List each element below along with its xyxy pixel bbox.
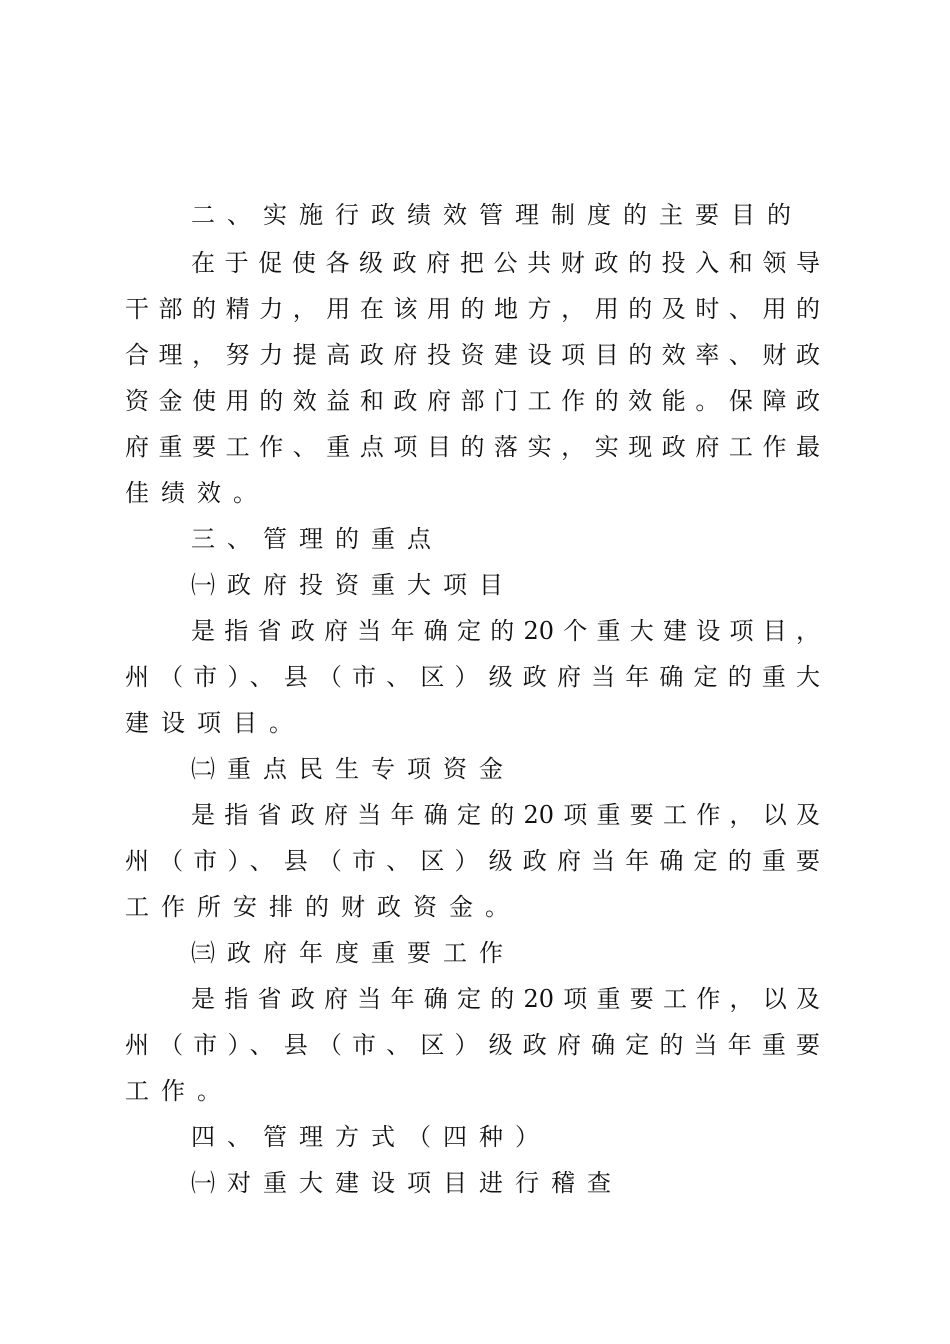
paragraph-line: 佳绩效。 (125, 479, 269, 507)
paragraph-line: 工作所安排的财政资金。 (125, 893, 521, 921)
subheading-annual-work: ㈢政府年度重要工作 (191, 939, 515, 967)
paragraph-line: 州（市）、县（市、区）级政府当年确定的重要 (125, 847, 820, 875)
subheading-project-inspection: ㈠对重大建设项目进行稽查 (191, 1169, 623, 1197)
paragraph-line: 资金使用的效益和政府部门工作的效能。保障政 (125, 387, 820, 415)
paragraph-line: 是指省政府当年确定的20项重要工作，以及 (191, 801, 820, 829)
paragraph-line: 合理，努力提高政府投资建设项目的效率、财政 (125, 341, 820, 369)
paragraph-line: 是指省政府当年确定的20个重大建设项目， (191, 617, 820, 645)
subheading-livelihood-funds: ㈡重点民生专项资金 (191, 755, 515, 783)
paragraph-line: 州（市）、县（市、区）级政府当年确定的重大 (125, 663, 820, 691)
section-heading-management-methods: 四、管理方式（四种） (191, 1123, 551, 1151)
paragraph-line: 在于促使各级政府把公共财政的投入和领导 (191, 249, 820, 277)
section-heading-key-points: 三、管理的重点 (191, 525, 443, 553)
paragraph-line: 是指省政府当年确定的20项重要工作，以及 (191, 985, 820, 1013)
paragraph-line: 工作。 (125, 1077, 233, 1105)
paragraph-line: 府重要工作、重点项目的落实，实现政府工作最 (125, 433, 820, 461)
section-heading-main-purpose: 二、实施行政绩效管理制度的主要目的 (191, 201, 803, 229)
paragraph-line: 建设项目。 (125, 709, 305, 737)
paragraph-line: 干部的精力，用在该用的地方，用的及时、用的 (125, 295, 820, 323)
subheading-major-projects: ㈠政府投资重大项目 (191, 571, 515, 599)
paragraph-line: 州（市）、县（市、区）级政府确定的当年重要 (125, 1031, 820, 1059)
